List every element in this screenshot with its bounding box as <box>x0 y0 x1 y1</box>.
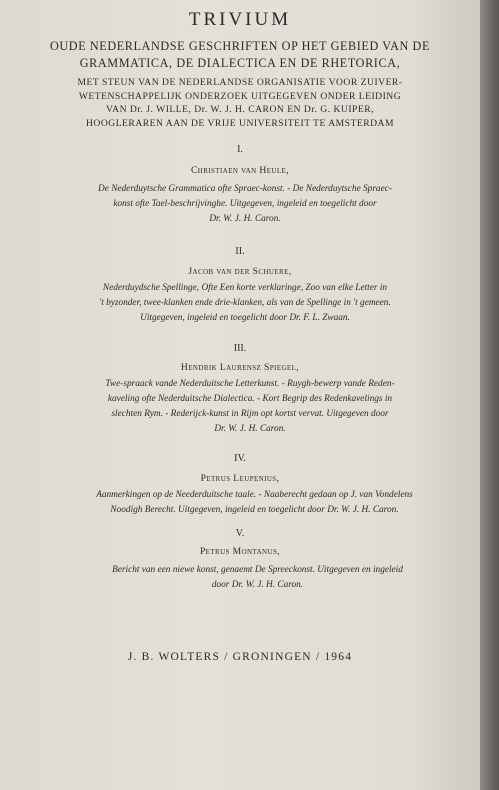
description-line: kaveling ofte Nederduitsche Dialectica. - Kort Begrip des Redenkavelings in <box>107 394 393 404</box>
section-description <box>62 488 447 518</box>
description-line: 't byzonder, twee-klanken ende drie-klanken, als van de Spellinge in 't gemeen. <box>99 298 391 308</box>
support-line: VAN Dr. J. WILLE, Dr. W. J. H. CARON EN Dr. G. KUIPER, <box>105 104 375 115</box>
description-line: Dr. W. J. H. Caron. <box>209 214 281 224</box>
section-author: Christiaen van Heule, <box>190 165 289 176</box>
section-description <box>55 281 435 326</box>
description-line: Dr. W. J. H. Caron. <box>214 424 286 434</box>
section-description <box>60 377 440 437</box>
section-numeral: IV. <box>234 453 246 464</box>
description-line: konst ofte Tael-beschrijvinghe. Uitgegeven, ingeleid en toegelicht door <box>113 199 377 209</box>
support-statement <box>0 76 480 130</box>
section-description <box>55 182 435 227</box>
description-line: Bericht van een niewe konst, genaemt De Spreeckonst. Uitgegeven en ingeleid <box>112 565 403 575</box>
section-author: Petrus Montanus, <box>199 546 281 557</box>
support-line: WETENSCHAPPELIJK ONDERZOEK UITGEGEVEN ONDER LEIDING <box>78 90 402 102</box>
description-line: slechten Rym. - Rederijck-kunst in Rijm opt kortst vervat. Uitgegeven door <box>111 409 389 419</box>
section-numeral: I. <box>237 144 243 155</box>
support-line: MET STEUN VAN DE NEDERLANDSE ORGANISATIE VOOR ZUIVER- <box>77 77 403 88</box>
description-line: Uitgegeven, ingeleid en toegelicht door Dr. F. L. Zwaan. <box>140 313 350 323</box>
section-numeral: III. <box>233 343 247 354</box>
page-title: TRIVIUM <box>188 9 292 30</box>
page-edge-shadow <box>480 0 499 790</box>
description-line: De Nederduytsche Grammatica ofte Spraec-konst. - De Nederduytsche Spraec- <box>98 184 392 194</box>
section-numeral: II. <box>235 246 245 257</box>
series-subtitle <box>0 38 480 72</box>
section-author: Jacob van der Schuere, <box>188 266 292 277</box>
subtitle-line: OUDE NEDERLANDSE GESCHRIFTEN OP HET GEBIED VAN DE <box>49 39 430 53</box>
section-numeral: V. <box>235 528 245 539</box>
description-line: Nederduydsche Spellinge, Ofte Een korte verklaringe, Zoo van elke Letter in <box>102 283 388 293</box>
section-author: Hendrik Laurensz Spiegel, <box>180 362 300 373</box>
description-line: door Dr. W. J. H. Caron. <box>211 580 304 590</box>
publisher-imprint: J. B. WOLTERS / GRONINGEN / 1964 <box>127 651 353 663</box>
subtitle-line: GRAMMATICA, DE DIALECTICA EN DE RHETORICA, <box>79 56 401 70</box>
show-through-text <box>196 232 306 247</box>
section-description <box>65 563 450 593</box>
section-author: Petrus Leupenius, <box>200 473 280 484</box>
support-line: HOOGLERAREN AAN DE VRIJE UNIVERSITEIT TE AMSTERDAM <box>85 117 394 129</box>
description-line: Aanmerkingen op de Neederduitsche taale. - Naaberecht gedaan op J. van Vondelens <box>96 490 413 500</box>
description-line: Twe-spraack vande Nederduitsche Letterkunst. - Ruygh-bewerp vande Reden- <box>105 379 395 389</box>
description-line: Noodigh Berecht. Uitgegeven, ingeleid en toegelicht door Dr. W. J. H. Caron. <box>110 505 399 515</box>
